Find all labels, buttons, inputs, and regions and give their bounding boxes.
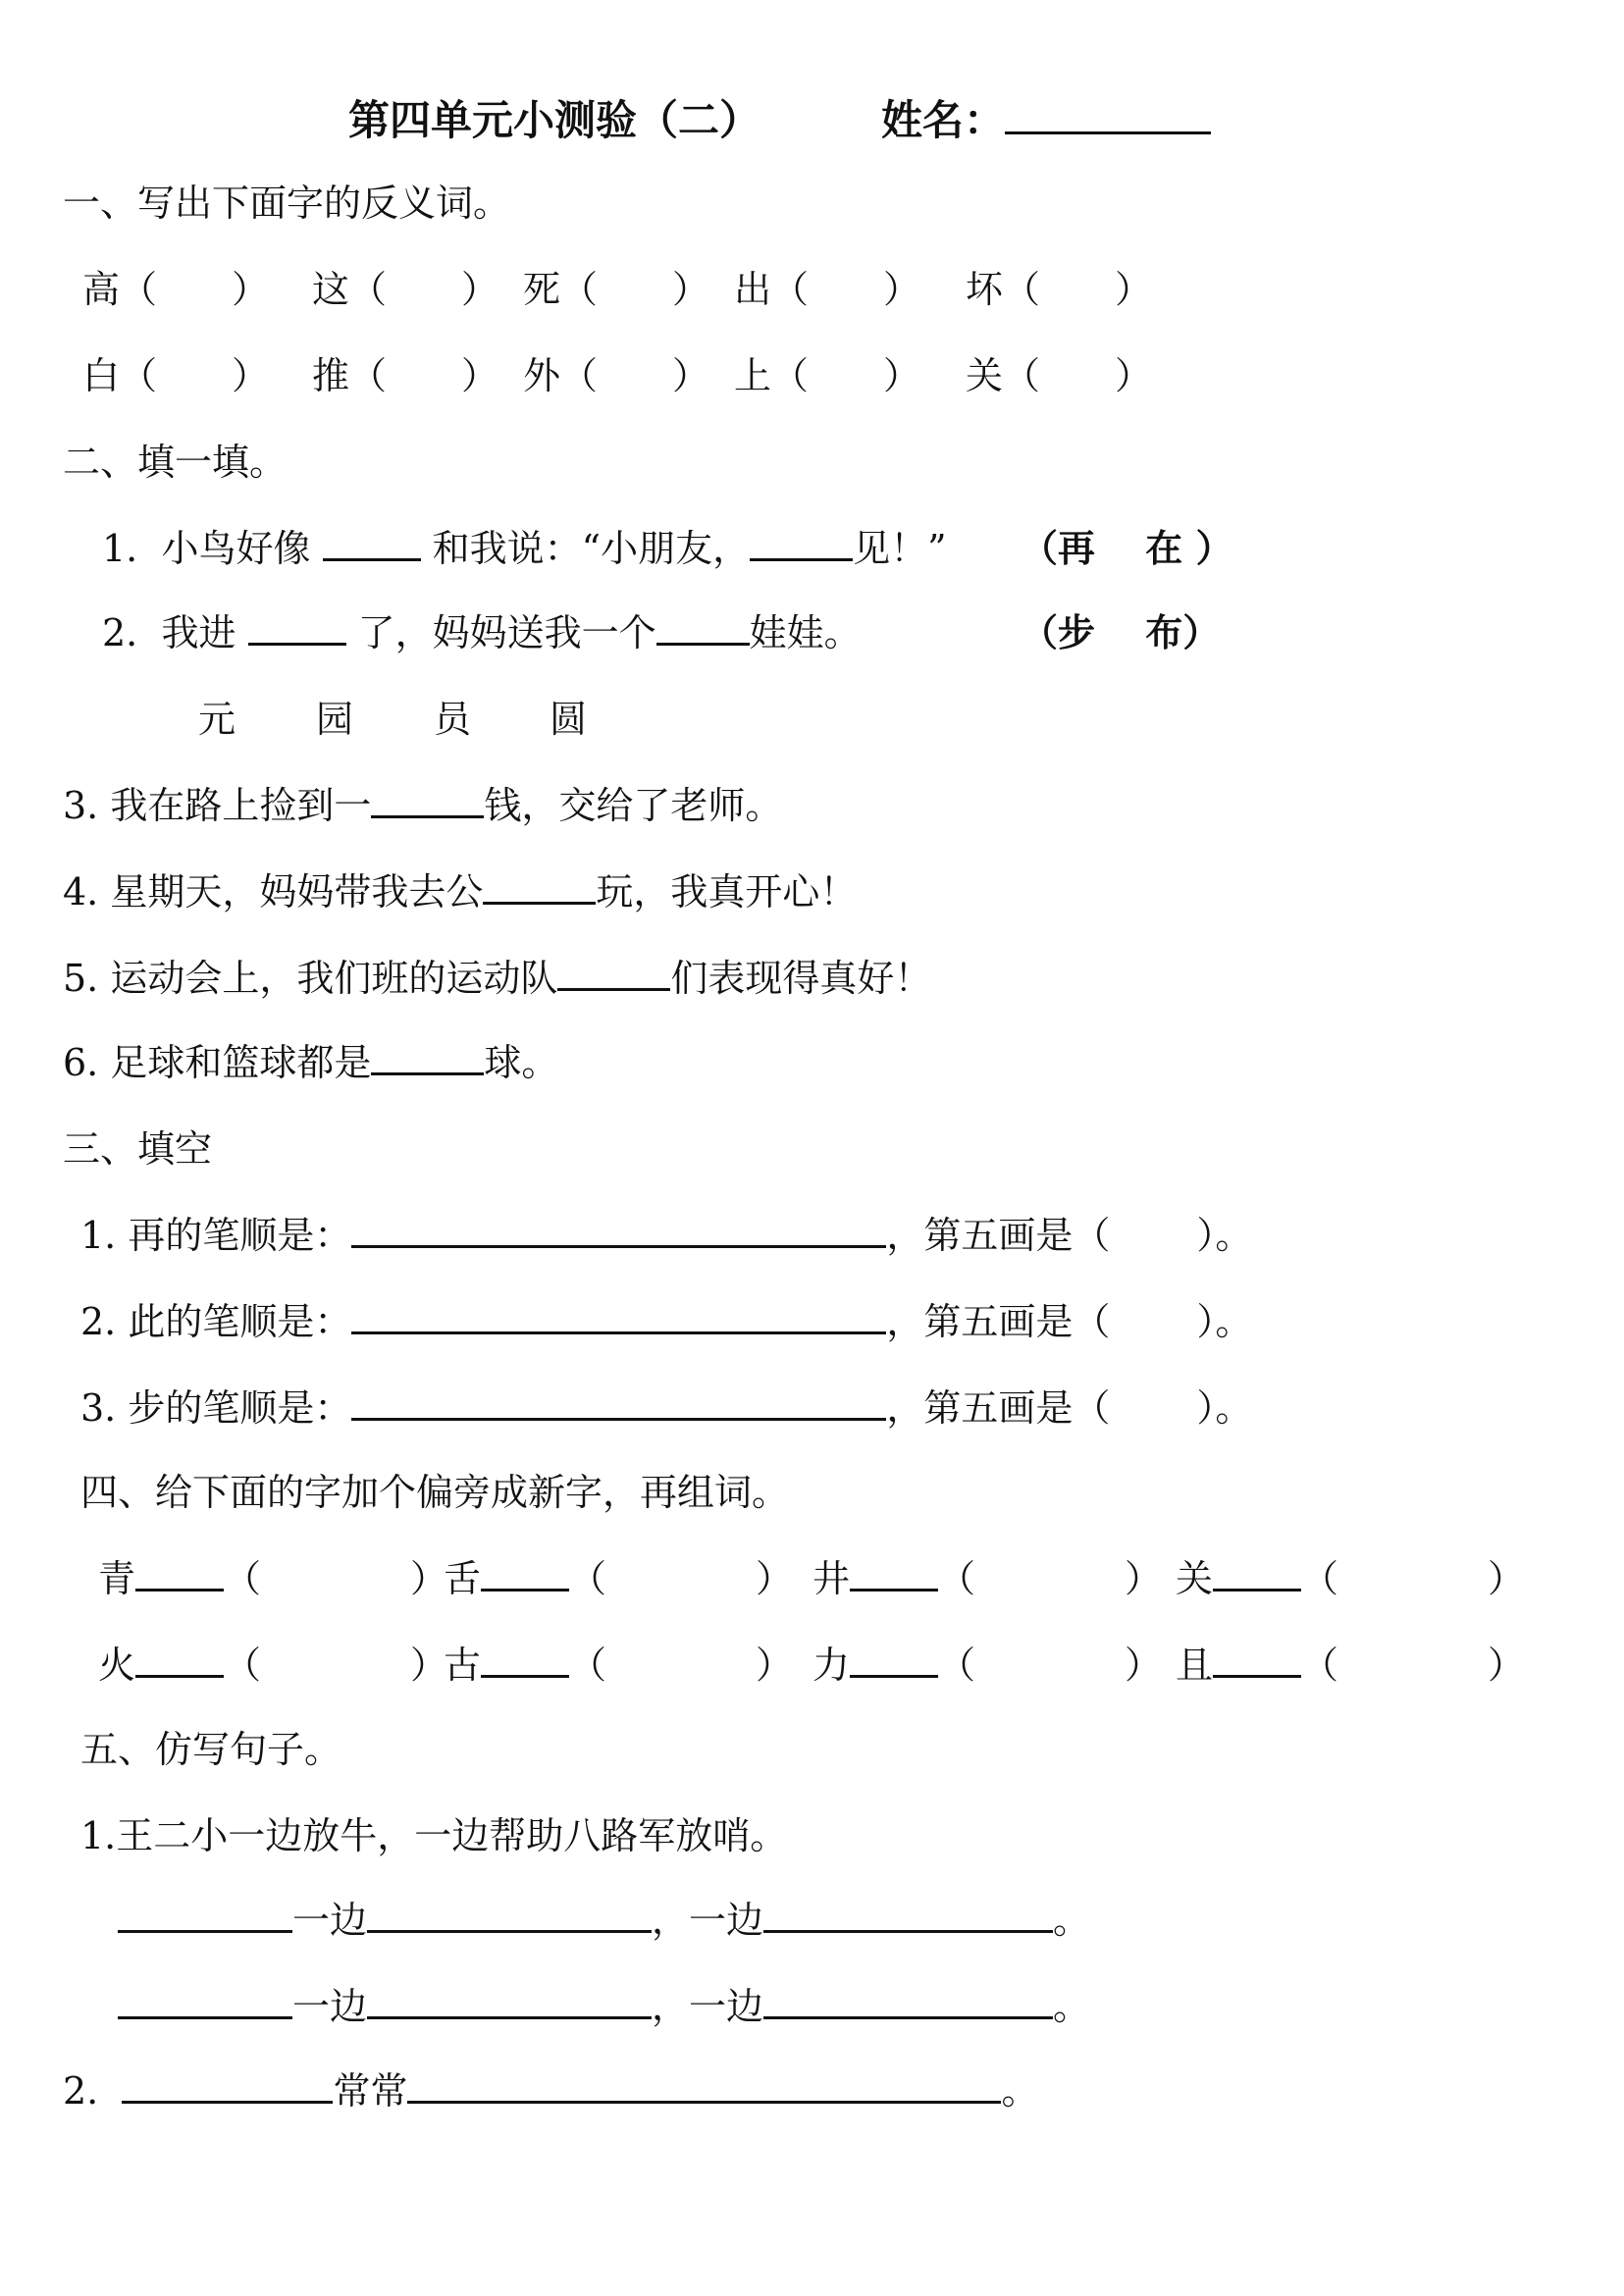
stroke-order-item: 1. 再的笔顺是： ，第五画是（ ）。: [80, 1214, 1253, 1257]
name-blank[interactable]: [1005, 98, 1211, 134]
answer-blank[interactable]: [118, 1983, 292, 2019]
answer-blank[interactable]: [323, 525, 421, 561]
stroke-order-item: 3. 步的笔顺是： ，第五画是（ ）。: [80, 1386, 1253, 1430]
antonym-item[interactable]: 上（ ）: [734, 354, 921, 397]
fill-question-2: 2. 我进 了，妈妈送我一个 娃娃。: [102, 611, 862, 654]
antonym-item[interactable]: 关（ ）: [966, 354, 1153, 397]
answer-blank[interactable]: [248, 609, 346, 646]
answer-blank[interactable]: [135, 1642, 224, 1678]
section-1-heading: 一、写出下面字的反义词。: [63, 182, 511, 225]
section-4-heading: 四、给下面的字加个偏旁成新字，再组词。: [80, 1471, 790, 1514]
radical-item: 火 （ ）: [98, 1644, 448, 1687]
answer-blank[interactable]: [850, 1642, 938, 1678]
antonym-item[interactable]: 死（ ）: [523, 268, 710, 311]
fill-question-6: 6. 足球和篮球都是 球。: [63, 1041, 559, 1084]
antonym-item[interactable]: 外（ ）: [523, 354, 710, 397]
answer-blank[interactable]: [367, 1983, 652, 2019]
imitation-line: 一边 ，一边 。: [118, 1980, 1090, 2033]
imitation-line: 一边 ，一边 。: [118, 1894, 1090, 1947]
radical-item: 力 （ ）: [812, 1644, 1163, 1687]
word-choice: 圆: [550, 698, 588, 741]
word-choice: 元: [198, 698, 236, 741]
fill-question-1: 1. 小鸟好像 和我说：“小朋友， 见！”: [102, 527, 947, 570]
answer-blank[interactable]: [118, 1897, 292, 1933]
answer-blank[interactable]: [407, 2067, 1001, 2104]
radical-item: 且 （ ）: [1176, 1644, 1526, 1687]
answer-blank[interactable]: [481, 1555, 569, 1592]
antonym-item[interactable]: 出（ ）: [734, 268, 921, 311]
answer-blank[interactable]: [135, 1555, 224, 1592]
answer-blank[interactable]: [763, 1983, 1053, 2019]
page-title: 第四单元小测验（二）: [348, 96, 761, 144]
answer-blank[interactable]: [1213, 1555, 1301, 1592]
antonym-item[interactable]: 坏（ ）: [966, 268, 1153, 311]
antonym-item[interactable]: 高（ ）: [82, 268, 270, 311]
fill-question-5: 5. 运动会上，我们班的运动队 们表现得真好！: [63, 957, 932, 1000]
choice-hint: （再 在 ）: [1021, 526, 1233, 570]
answer-blank[interactable]: [483, 868, 596, 905]
antonym-item[interactable]: 白（ ）: [82, 354, 270, 397]
answer-blank[interactable]: [351, 1212, 886, 1248]
answer-blank[interactable]: [351, 1298, 886, 1334]
radical-item: 井 （ ）: [812, 1557, 1163, 1600]
choice-hint: （步 布）: [1021, 610, 1221, 654]
imitation-question-2: 2. 常常 。: [63, 2069, 1039, 2113]
section-3-heading: 三、填空: [63, 1127, 213, 1171]
answer-blank[interactable]: [481, 1642, 569, 1678]
radical-item: 青 （ ）: [98, 1557, 448, 1600]
section-2-heading: 二、填一填。: [63, 441, 288, 484]
word-choice: 园: [316, 698, 354, 741]
radical-item: 关 （ ）: [1176, 1557, 1526, 1600]
antonym-item[interactable]: 推（ ）: [312, 354, 499, 397]
fill-question-3: 3. 我在路上捡到一 钱，交给了老师。: [63, 784, 783, 827]
answer-blank[interactable]: [557, 955, 670, 991]
answer-blank[interactable]: [371, 1039, 484, 1075]
name-label: 姓名：: [881, 94, 1211, 147]
fill-question-4: 4. 星期天，妈妈带我去公 玩，我真开心！: [63, 870, 858, 913]
answer-blank[interactable]: [850, 1555, 938, 1592]
answer-blank[interactable]: [371, 782, 484, 818]
antonym-item[interactable]: 这（ ）: [312, 268, 499, 311]
section-5-heading: 五、仿写句子。: [80, 1728, 342, 1771]
answer-blank[interactable]: [122, 2067, 333, 2104]
answer-blank[interactable]: [1213, 1642, 1301, 1678]
answer-blank[interactable]: [656, 609, 750, 646]
answer-blank[interactable]: [367, 1897, 652, 1933]
radical-item: 古 （ ）: [444, 1644, 794, 1687]
answer-blank[interactable]: [750, 525, 853, 561]
stroke-order-item: 2. 此的笔顺是： ，第五画是（ ）。: [80, 1300, 1253, 1343]
answer-blank[interactable]: [763, 1897, 1053, 1933]
answer-blank[interactable]: [351, 1384, 886, 1421]
model-sentence: 1.王二小一边放牛，一边帮助八路军放哨。: [80, 1814, 788, 1857]
word-choice: 员: [434, 698, 472, 741]
radical-item: 舌 （ ）: [444, 1557, 794, 1600]
